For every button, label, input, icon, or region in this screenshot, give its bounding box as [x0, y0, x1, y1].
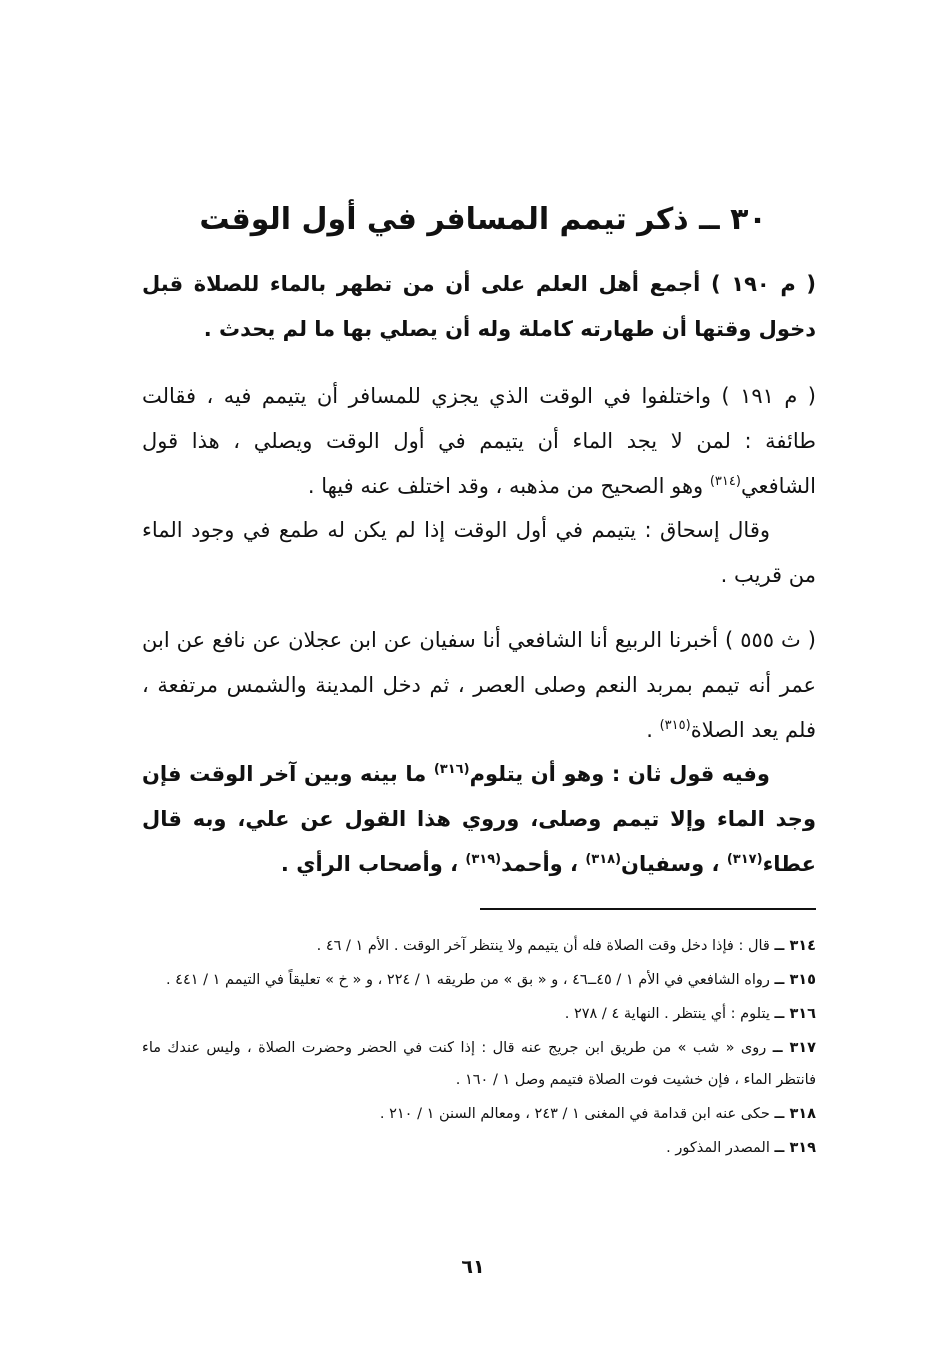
- footnote-text: رواه الشافعي في الأم ١ / ٤٥ــ٤٦ ، و « بق » من طريقه ١ / ٢٢٤ ، و « خ » تعليقاً في التيمم ١ / ٤٤١ .: [165, 972, 775, 988]
- footnote-318: [142, 1098, 816, 1130]
- footnote-text: يتلوم : أي ينتظر . النهاية ٤ / ٢٧٨ .: [564, 1006, 775, 1022]
- footnote-text: روى « شب » من طريق ابن جريج عنه قال : إذا كنت في الحضر وحضرت الصلاة ، وليس عندك ماء فانتظر الماء ، فإن خشيت فوت الصلاة فتيمم وصل ١ / ١٦٠ .: [142, 1040, 816, 1088]
- footnote-ref-317: (٣١٧): [726, 852, 763, 867]
- footnote-number: ٣١٤ ــ: [774, 938, 816, 954]
- paragraph-m191-part-b: وهو الصحيح من مذهبه ، وقد اختلف عنه فيها .: [307, 474, 710, 498]
- footnote-separator: [480, 908, 816, 910]
- paragraph-th555-text: [142, 618, 816, 753]
- footnote-number: ٣١٩ ــ: [774, 1140, 816, 1156]
- paragraph-second-view-part-d: ، وأحمد: [501, 852, 586, 876]
- chapter-title: ٣٠ ــ ذكر تيمم المسافر في أول الوقت: [199, 202, 767, 238]
- footnotes: [142, 930, 816, 1166]
- paragraph-th555-part-a: ( ث ٥٥٥ ) أخبرنا الربيع أنا الشافعي أنا سفيان عن ابن عجلان عن نافع عن ابن عمر أنه تيمم بمربد النعم وصلى العصر ، ثم دخل المدينة والشمس مرتفعة ، فلم يعد الصلاة: [142, 628, 816, 742]
- footnote-319: [142, 1132, 816, 1164]
- paragraph-m191: [142, 374, 816, 509]
- footnote-ref-315: (٣١٥): [659, 718, 691, 733]
- footnote-number: ٣١٧ ــ: [772, 1040, 816, 1056]
- footnote-text: المصدر المذكور .: [666, 1140, 775, 1156]
- footnote-317: [142, 1032, 816, 1096]
- paragraph-second-view-part-c: ، وسفيان: [621, 852, 727, 876]
- paragraph-second-view-part-a: وفيه قول ثان : وهو أن يتلوم: [469, 762, 770, 786]
- footnote-316: [142, 998, 816, 1030]
- paragraph-second-view-text: [142, 752, 816, 887]
- paragraph-m191-text: [142, 374, 816, 509]
- paragraph-second-view-part-b: ما بينه وبين آخر الوقت فإن وجد الماء وإلا تيمم وصلى، وروي هذا القول عن علي، وبه قال عطاء: [142, 762, 816, 876]
- footnote-ref-314: (٣١٤): [709, 474, 741, 489]
- paragraph-second-view-part-e: ، وأصحاب الرأي .: [280, 852, 466, 876]
- footnote-ref-319: (٣١٩): [465, 852, 502, 867]
- paragraph-ishaq: [142, 508, 816, 598]
- footnote-text: قال : فإذا دخل وقت الصلاة فله أن يتيمم ولا ينتظر آخر الوقت . الأم ١ / ٤٦ .: [316, 938, 775, 954]
- footnote-number: ٣١٦ ــ: [774, 1006, 816, 1022]
- paragraph-ishaq-text: وقال إسحاق : يتيمم في أول الوقت إذا لم يكن له طمع في وجود الماء من قريب .: [142, 518, 816, 587]
- paragraph-th555-part-b: .: [646, 718, 660, 742]
- footnote-314: [142, 930, 816, 962]
- paragraph-m190: [142, 262, 816, 352]
- footnote-number: ٣١٨ ــ: [774, 1106, 816, 1122]
- paragraph-m191-part-a: ( م ١٩١ ) واختلفوا في الوقت الذي يجزي للمسافر أن يتيمم فيه ، فقالت طائفة : لمن لا يجد الماء أن يتيمم في أول الوقت ويصلي ، هذا قول الشافعي: [142, 384, 816, 498]
- paragraph-second-view: [142, 752, 816, 887]
- paragraph-m190-text: ( م ١٩٠ ) أجمع أهل العلم على أن من تطهر بالماء للصلاة قبل دخول وقتها أن طهارته كاملة وله أن يصلي بها ما لم يحدث .: [142, 272, 816, 341]
- footnote-ref-316: (٣١٦): [433, 762, 470, 777]
- paragraph-th555: [142, 618, 816, 753]
- footnote-ref-318: (٣١٨): [585, 852, 622, 867]
- footnote-number: ٣١٥ ــ: [774, 972, 816, 988]
- footnote-text: حكى عنه ابن قدامة في المغنى ١ / ٢٤٣ ، ومعالم السنن ١ / ٢١٠ .: [379, 1106, 775, 1122]
- footnote-315: [142, 964, 816, 996]
- page-number: ٦١: [461, 1256, 485, 1278]
